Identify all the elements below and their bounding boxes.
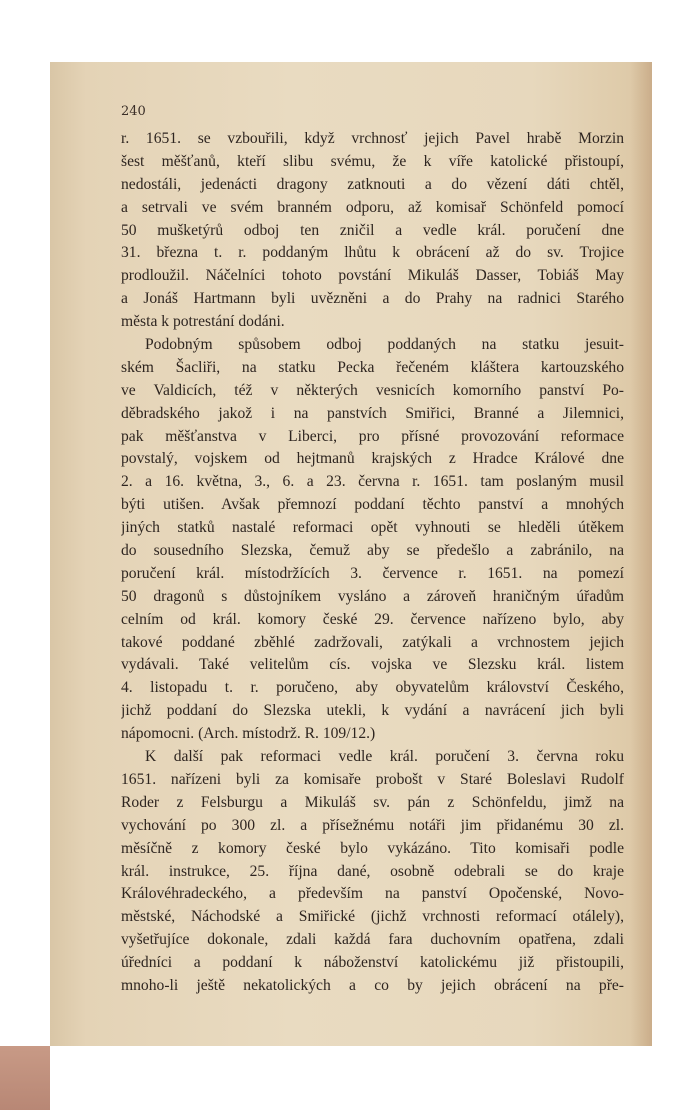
page-number: 240	[121, 104, 146, 119]
text-line: mnoho-li ještě nekatolických a co by jejich obrácení na pře-	[121, 976, 624, 994]
text-line: jichž poddaní do Slezska utekli, k vydání a navrácení jich byli	[121, 702, 624, 720]
body-text	[121, 128, 624, 998]
text-line: 2. a 16. května, 3., 6. a 23. června r. 1651. tam poslaným musil	[121, 473, 624, 491]
text-line: 1651. nařízeni byli za komisaře probošt v Staré Boleslavi Rudolf	[121, 770, 624, 788]
text-line: měsíčně z komory české bylo vykázáno. Tito komisaři podle	[121, 839, 624, 857]
text-line: Roder z Felsburgu a Mikuláš sv. pán z Schönfeldu, jimž na	[121, 793, 624, 811]
text-line: do sousedního Slezska, čemuž aby se předešlo a zabránilo, na	[121, 542, 624, 560]
text-line: K další pak reformaci vedle král. poručení 3. června roku	[145, 748, 624, 766]
text-line: takové poddané zběhlé zadržovali, zatýkali a vrchnostem jejich	[121, 633, 624, 651]
text-line: vyšetřujíce dokonale, zdali každá fara duchovním opatřena, zdali	[121, 931, 624, 949]
text-line: 4. listopadu t. r. poručeno, aby obyvatelům království Českého,	[121, 679, 624, 697]
text-line: vydávali. Také velitelům cís. vojska ve Slezsku král. listem	[121, 656, 624, 674]
text-line: města k potrestání dodáni.	[121, 313, 285, 331]
text-line: Královéhradeckého, a především na panství Opočenské, Novo-	[121, 885, 624, 903]
text-line: nedostáli, jedenácti dragony zatknouti a do vězení dáti chtěl,	[121, 175, 624, 193]
text-line: r. 1651. se vzbouřili, když vrchnosť jejich Pavel hrabě Morzin	[121, 130, 624, 147]
page-edge-stain	[0, 1046, 50, 1110]
text-line: vychování po 300 zl. a přísežnému notáři jim přidanému 30 zl.	[121, 816, 624, 834]
text-line: 50 mušketýrů odboj ten zničil a vedle král. poručení dne	[121, 221, 624, 239]
text-line: a setrvali ve svém branném odporu, až komisař Schönfeld pomocí	[121, 198, 624, 216]
text-line: děbradského jakož i na panstvích Smiřici, Branné a Jilemnici,	[121, 404, 624, 422]
book-page	[50, 62, 652, 1046]
text-line: povstalý, vojskem od hejtmanů krajských z Hradce Králové dne	[121, 450, 624, 468]
text-line: úředníci a poddaní k náboženství katolickému již přistoupili,	[121, 954, 624, 972]
text-line: poručení král. místodržících 3. července r. 1651. na pomezí	[121, 564, 624, 582]
text-line: býti utišen. Avšak přemnozí poddaní těchto panství a mnohých	[121, 496, 624, 514]
text-line: Podobným spůsobem odboj poddaných na statku jesuit-	[145, 336, 624, 354]
text-line: nápomocni. (Arch. místodrž. R. 109/12.)	[121, 725, 376, 743]
text-line: ve Valdicích, též v některých vesnicích komorního panství Po-	[121, 381, 624, 399]
text-line: král. instrukce, 25. října dané, osobně odebrali se do kraje	[121, 862, 624, 880]
text-line: 31. března t. r. poddaným lhůtu k obrácení až do sv. Trojice	[121, 244, 624, 262]
text-line: a Jonáš Hartmann byli uvězněni a do Prahy na radnici Starého	[121, 290, 624, 308]
text-line: celním od král. komory české 29. července nařízeno bylo, aby	[121, 610, 624, 628]
text-line: ském Šacliři, na statku Pecka řečeném kláštera kartouzského	[121, 358, 624, 376]
text-line: městské, Náchodské a Smiřické (jichž vrchnosti reformací otálely),	[121, 908, 624, 926]
text-line: šest měšťanů, kteří slibu svému, že k víře katolické přistoupí,	[121, 152, 624, 170]
text-line: jiných statků nastalé reformaci opět vyhnouti se hleděli útěkem	[121, 519, 624, 537]
text-line: pak měšťanstva v Liberci, pro přísné provozování reformace	[121, 427, 624, 445]
text-line: 50 dragonů s důstojníkem vysláno a zároveň hraničným úřadům	[121, 587, 624, 605]
text-line: prodloužil. Náčelníci tohoto povstání Mikuláš Dasser, Tobiáš May	[121, 267, 624, 285]
